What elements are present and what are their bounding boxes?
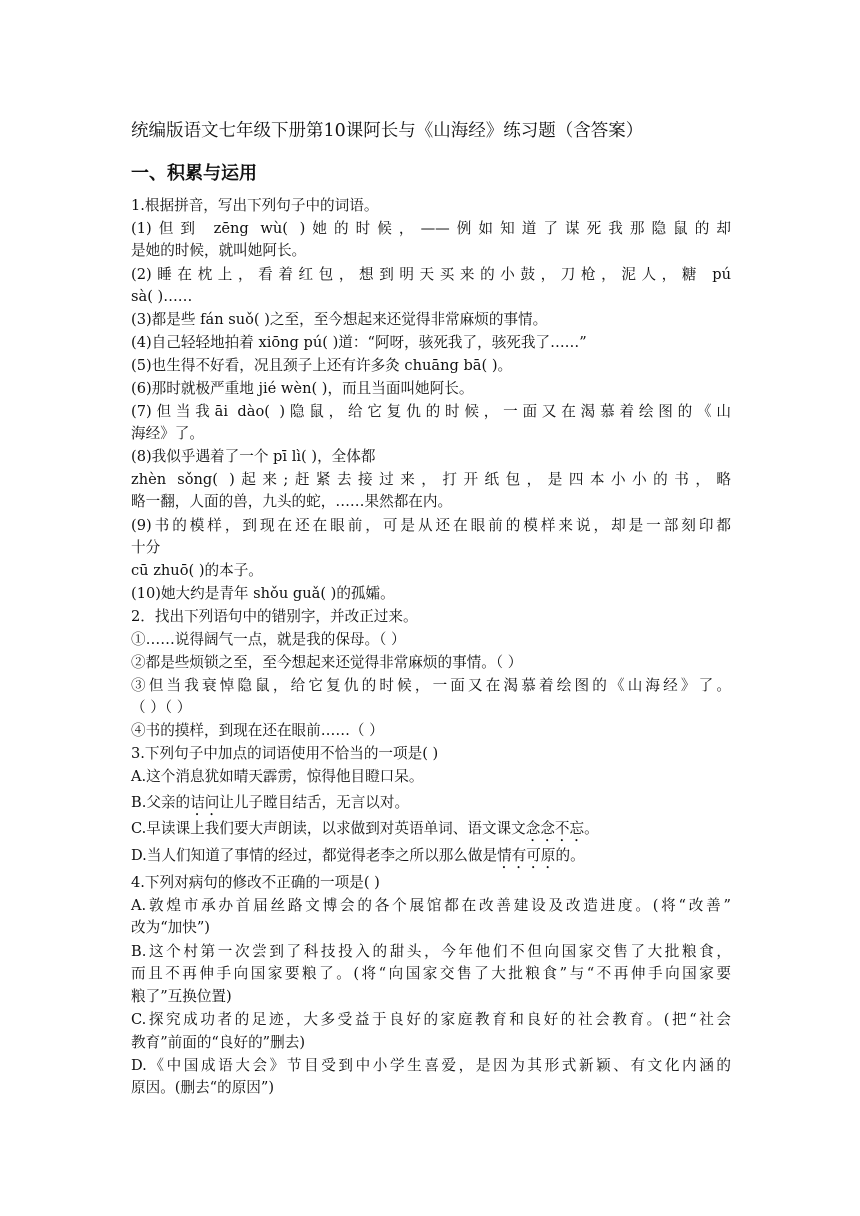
q2-item: ④书的摸样，到现在还在眼前……（ ） bbox=[131, 722, 384, 739]
q4-line: D.《中国成语大会》节目受到中小学生喜爱，是因为其形式新颖、有文化内涵的 bbox=[131, 1057, 731, 1074]
q4-line: B.这个村第一次尝到了科技投入的甜头，今年他们不但向国家交售了大批粮食， bbox=[131, 943, 731, 960]
q3-option-c bbox=[131, 818, 731, 845]
q4-line: C.探究成功者的足迹，大多受益于良好的家庭教育和良好的社会教育。(把“社会 bbox=[131, 1011, 731, 1028]
q3-option-d bbox=[131, 845, 731, 872]
option-text: D.当人们知道了事情的经过，都觉得老李之所以那么做是 bbox=[131, 847, 498, 864]
section-heading: 一、积累与运用 bbox=[131, 163, 257, 184]
q4-line: 而且不再伸手向国家要粮了。(将“向国家交售了大批粮食”与“不再伸手向国家要 bbox=[131, 965, 731, 982]
q1-line: (2)睡在枕上，看着红包，想到明天买来的小鼓，刀枪，泥人，糖 pú bbox=[131, 266, 731, 283]
q4-line: 教育”前面的“良好的”删去) bbox=[131, 1034, 306, 1051]
q1-line: (8)我似乎遇着了一个 pī lì( )，全体都 bbox=[131, 448, 376, 465]
q1-line: zhèn sǒng( )起来;赶紧去接过来，打开纸包，是四本小小的书，略 bbox=[131, 471, 731, 488]
q3-option-b bbox=[131, 792, 731, 819]
q2-item: ③但当我衰悼隐鼠，给它复仇的时候，一面又在渴慕着绘图的《山海经》了。 bbox=[131, 677, 731, 694]
q2-item: ②都是些烦锁之至，至今想起来还觉得非常麻烦的事情。（ ） bbox=[131, 654, 523, 671]
q1-line: (9)书的模样，到现在还在眼前，可是从还在眼前的模样来说，却是一部刻印都 bbox=[131, 517, 731, 534]
q2-item: ①……说得阔气一点，就是我的保母。（ ） bbox=[131, 631, 406, 648]
q4-line: 改为“加快”) bbox=[131, 919, 210, 936]
q4-line: 原因。(删去“的原因”) bbox=[131, 1079, 275, 1096]
q1-line: sà( )…… bbox=[131, 288, 193, 305]
q3-option-a: A.这个消息犹如晴天霹雳，惊得他目瞪口呆。 bbox=[131, 768, 424, 785]
dotted-word: 念念不忘 bbox=[525, 820, 585, 837]
q3-stem: 3.下列句子中加点的词语使用不恰当的一项是( ) bbox=[131, 745, 439, 762]
q1-line: 十分 bbox=[131, 539, 161, 556]
q1-line: (3)都是些 fán suǒ( )之至，至今想起来还觉得非常麻烦的事情。 bbox=[131, 311, 548, 328]
q1-line: 海经》了。 bbox=[131, 425, 204, 442]
option-text: C.早读课上我们要大声朗读，以求做到对英语单词、语文课文 bbox=[131, 820, 526, 837]
q4-stem: 4.下列对病句的修改不正确的一项是( ) bbox=[131, 874, 380, 891]
q2-stem: 2．找出下列语句中的错别字，并改正过来。 bbox=[131, 608, 418, 625]
q2-item: （ ）（ ） bbox=[131, 699, 192, 716]
q1-line: (4)自己轻轻地拍着 xiōng pú( )道：“阿呀，骇死我了，骇死我了……” bbox=[131, 334, 587, 351]
q4-line: 粮了”互换位置) bbox=[131, 988, 232, 1005]
q1-line: (10)她大约是青年 shǒu guǎ( )的孤孀。 bbox=[131, 585, 395, 602]
q1-line: 略一翻，人面的兽，九头的蛇，……果然都在内。 bbox=[131, 493, 453, 510]
dotted-word: 诘问 bbox=[190, 794, 220, 811]
dotted-word: 情有可原 bbox=[497, 847, 556, 864]
option-text: B.父亲的 bbox=[131, 794, 191, 811]
q1-line: (5)也生得不好看，况且颈子上还有许多灸 chuāng bā( )。 bbox=[131, 357, 513, 374]
document-title: 统编版语文七年级下册第10课阿长与《山海经》练习题（含答案） bbox=[131, 121, 644, 141]
q1-line: (6)那时就极严重地 jié wèn( )，而且当面叫她阿长。 bbox=[131, 380, 474, 397]
q1-line: (1)但到 zēng wù( )她的时候，——例如知道了谋死我那隐鼠的却 bbox=[131, 220, 731, 237]
q1-stem: 1.根据拼音，写出下列句子中的词语。 bbox=[131, 197, 379, 214]
q4-line: A.敦煌市承办首届丝路文博会的各个展馆都在改善建设及改造进度。(将“改善” bbox=[131, 897, 731, 914]
option-text: 的。 bbox=[555, 847, 585, 864]
option-text: 。 bbox=[584, 820, 599, 837]
q1-line: cū zhuō( )的本子。 bbox=[131, 562, 263, 579]
q1-line: (7)但当我āi dào( )隐鼠，给它复仇的时候，一面又在渴慕着绘图的《山 bbox=[131, 403, 731, 420]
option-text: 让儿子瞠目结舌，无言以对。 bbox=[219, 794, 410, 811]
q1-line: 是她的时候，就叫她阿长。 bbox=[131, 242, 307, 259]
